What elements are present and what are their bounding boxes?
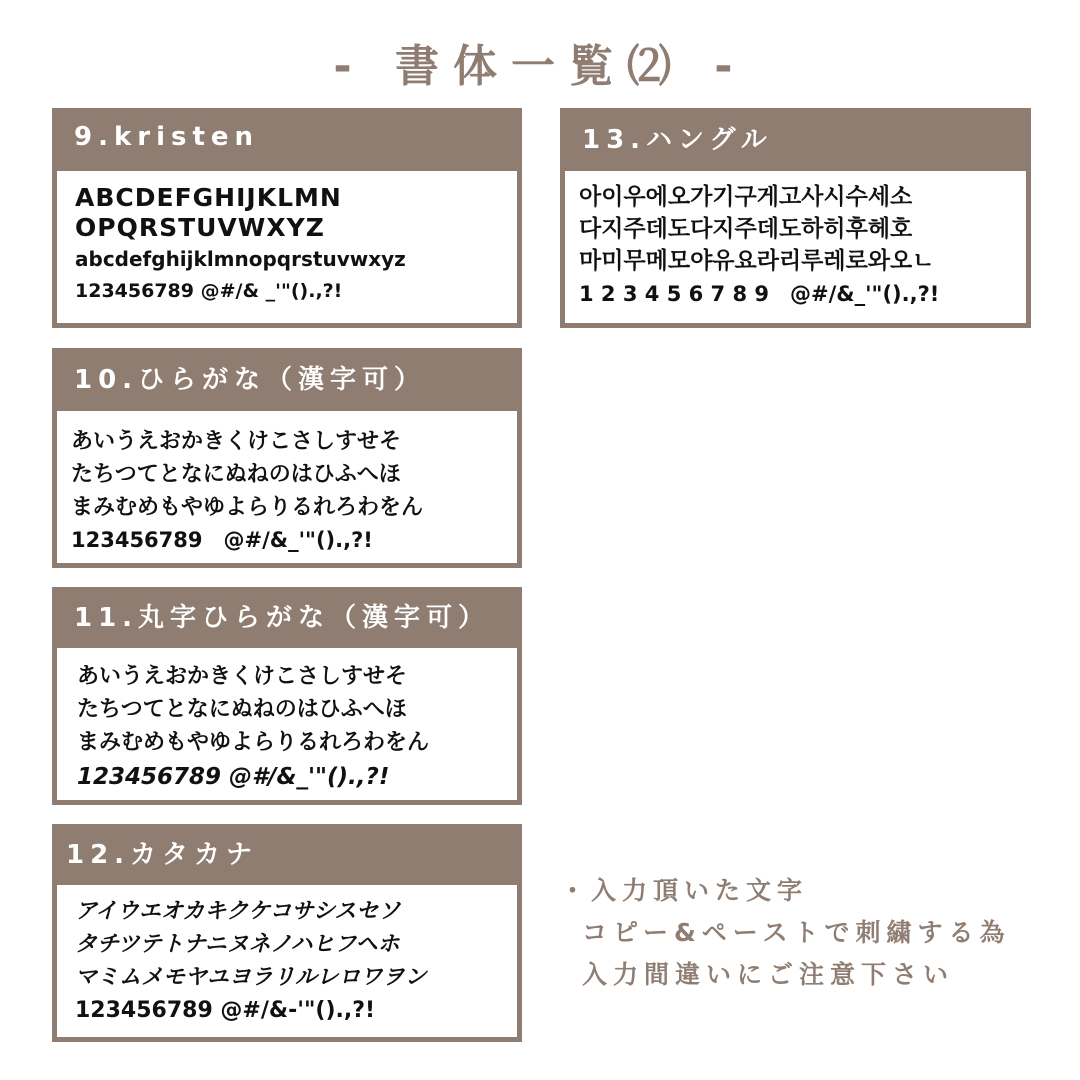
notice-line: 入力間違いにご注意下さい	[582, 960, 955, 989]
sample-line: 마미무메모야유요라리루레로와오ㄴ	[579, 248, 935, 274]
font-sample-box	[57, 648, 517, 800]
sample-line: 아이우에오가기구게고사시수세소	[579, 184, 913, 210]
font-card-hangul	[560, 108, 1031, 328]
font-card-maru-hiragana	[52, 587, 522, 805]
font-card-hiragana	[52, 348, 522, 568]
sample-line: 123456789 @#/& _'"().,?!	[75, 280, 343, 302]
sample-line: OPQRSTUVWXYZ	[75, 213, 325, 242]
sample-line: たちつてとなにぬねのはひふへほ	[71, 462, 401, 487]
sample-line: まみむめもやゆよらりるれろわをん	[77, 730, 430, 755]
sample-line: 123456789 @#/&-'"().,?!	[75, 998, 376, 1023]
sample-line: 123456789 @#/&_'"().,?!	[71, 528, 373, 552]
notice-line: ・入力頂いた文字	[560, 876, 809, 905]
sample-line: あいうえおかきくけこさしすせそ	[77, 664, 408, 689]
notice-line: コピー&ペーストで刺繍する為	[582, 918, 1011, 947]
sample-line: ABCDEFGHIJKLMN	[75, 183, 342, 212]
font-card-header: 9.kristen	[74, 122, 260, 152]
font-sample-box	[57, 885, 517, 1037]
sample-line: マミムメモヤユヨラリルレロワヲン	[75, 965, 427, 990]
font-sample-box	[57, 411, 517, 563]
sample-line: 123456789 @#/&_'"().,?!	[77, 764, 390, 790]
font-sample-box	[565, 171, 1026, 323]
font-card-header: 10.ひらがな（漢字可）	[74, 364, 427, 395]
sample-line: アイウエオカキクケコサシスセソ	[75, 899, 401, 924]
sample-line: abcdefghijklmnopqrstuvwxyz	[75, 247, 406, 271]
sample-line: 1 2 3 4 5 6 7 8 9 @#/&_'"().,?!	[579, 282, 940, 306]
sample-line: タチツテトナニヌネノハヒフヘホ	[75, 932, 400, 957]
sample-line: あいうえおかきくけこさしすせそ	[71, 429, 402, 454]
sample-line: まみむめもやゆよらりるれろわをん	[71, 495, 424, 520]
sample-line: たちつてとなにぬねのはひふへほ	[77, 697, 407, 722]
font-card-header: 13.ハングル	[582, 124, 773, 155]
font-card-header: 12.カタカナ	[66, 839, 259, 870]
font-card-header: 11.丸字ひらがな（漢字可）	[74, 602, 491, 633]
font-card-katakana	[52, 824, 522, 1042]
input-notice	[560, 870, 1011, 996]
font-sample-box	[57, 171, 517, 323]
page-title: - 書体一覧⑵ -	[333, 41, 747, 92]
font-card-kristen	[52, 108, 522, 328]
sample-line: 다지주데도다지주데도하히후헤호	[579, 216, 913, 242]
